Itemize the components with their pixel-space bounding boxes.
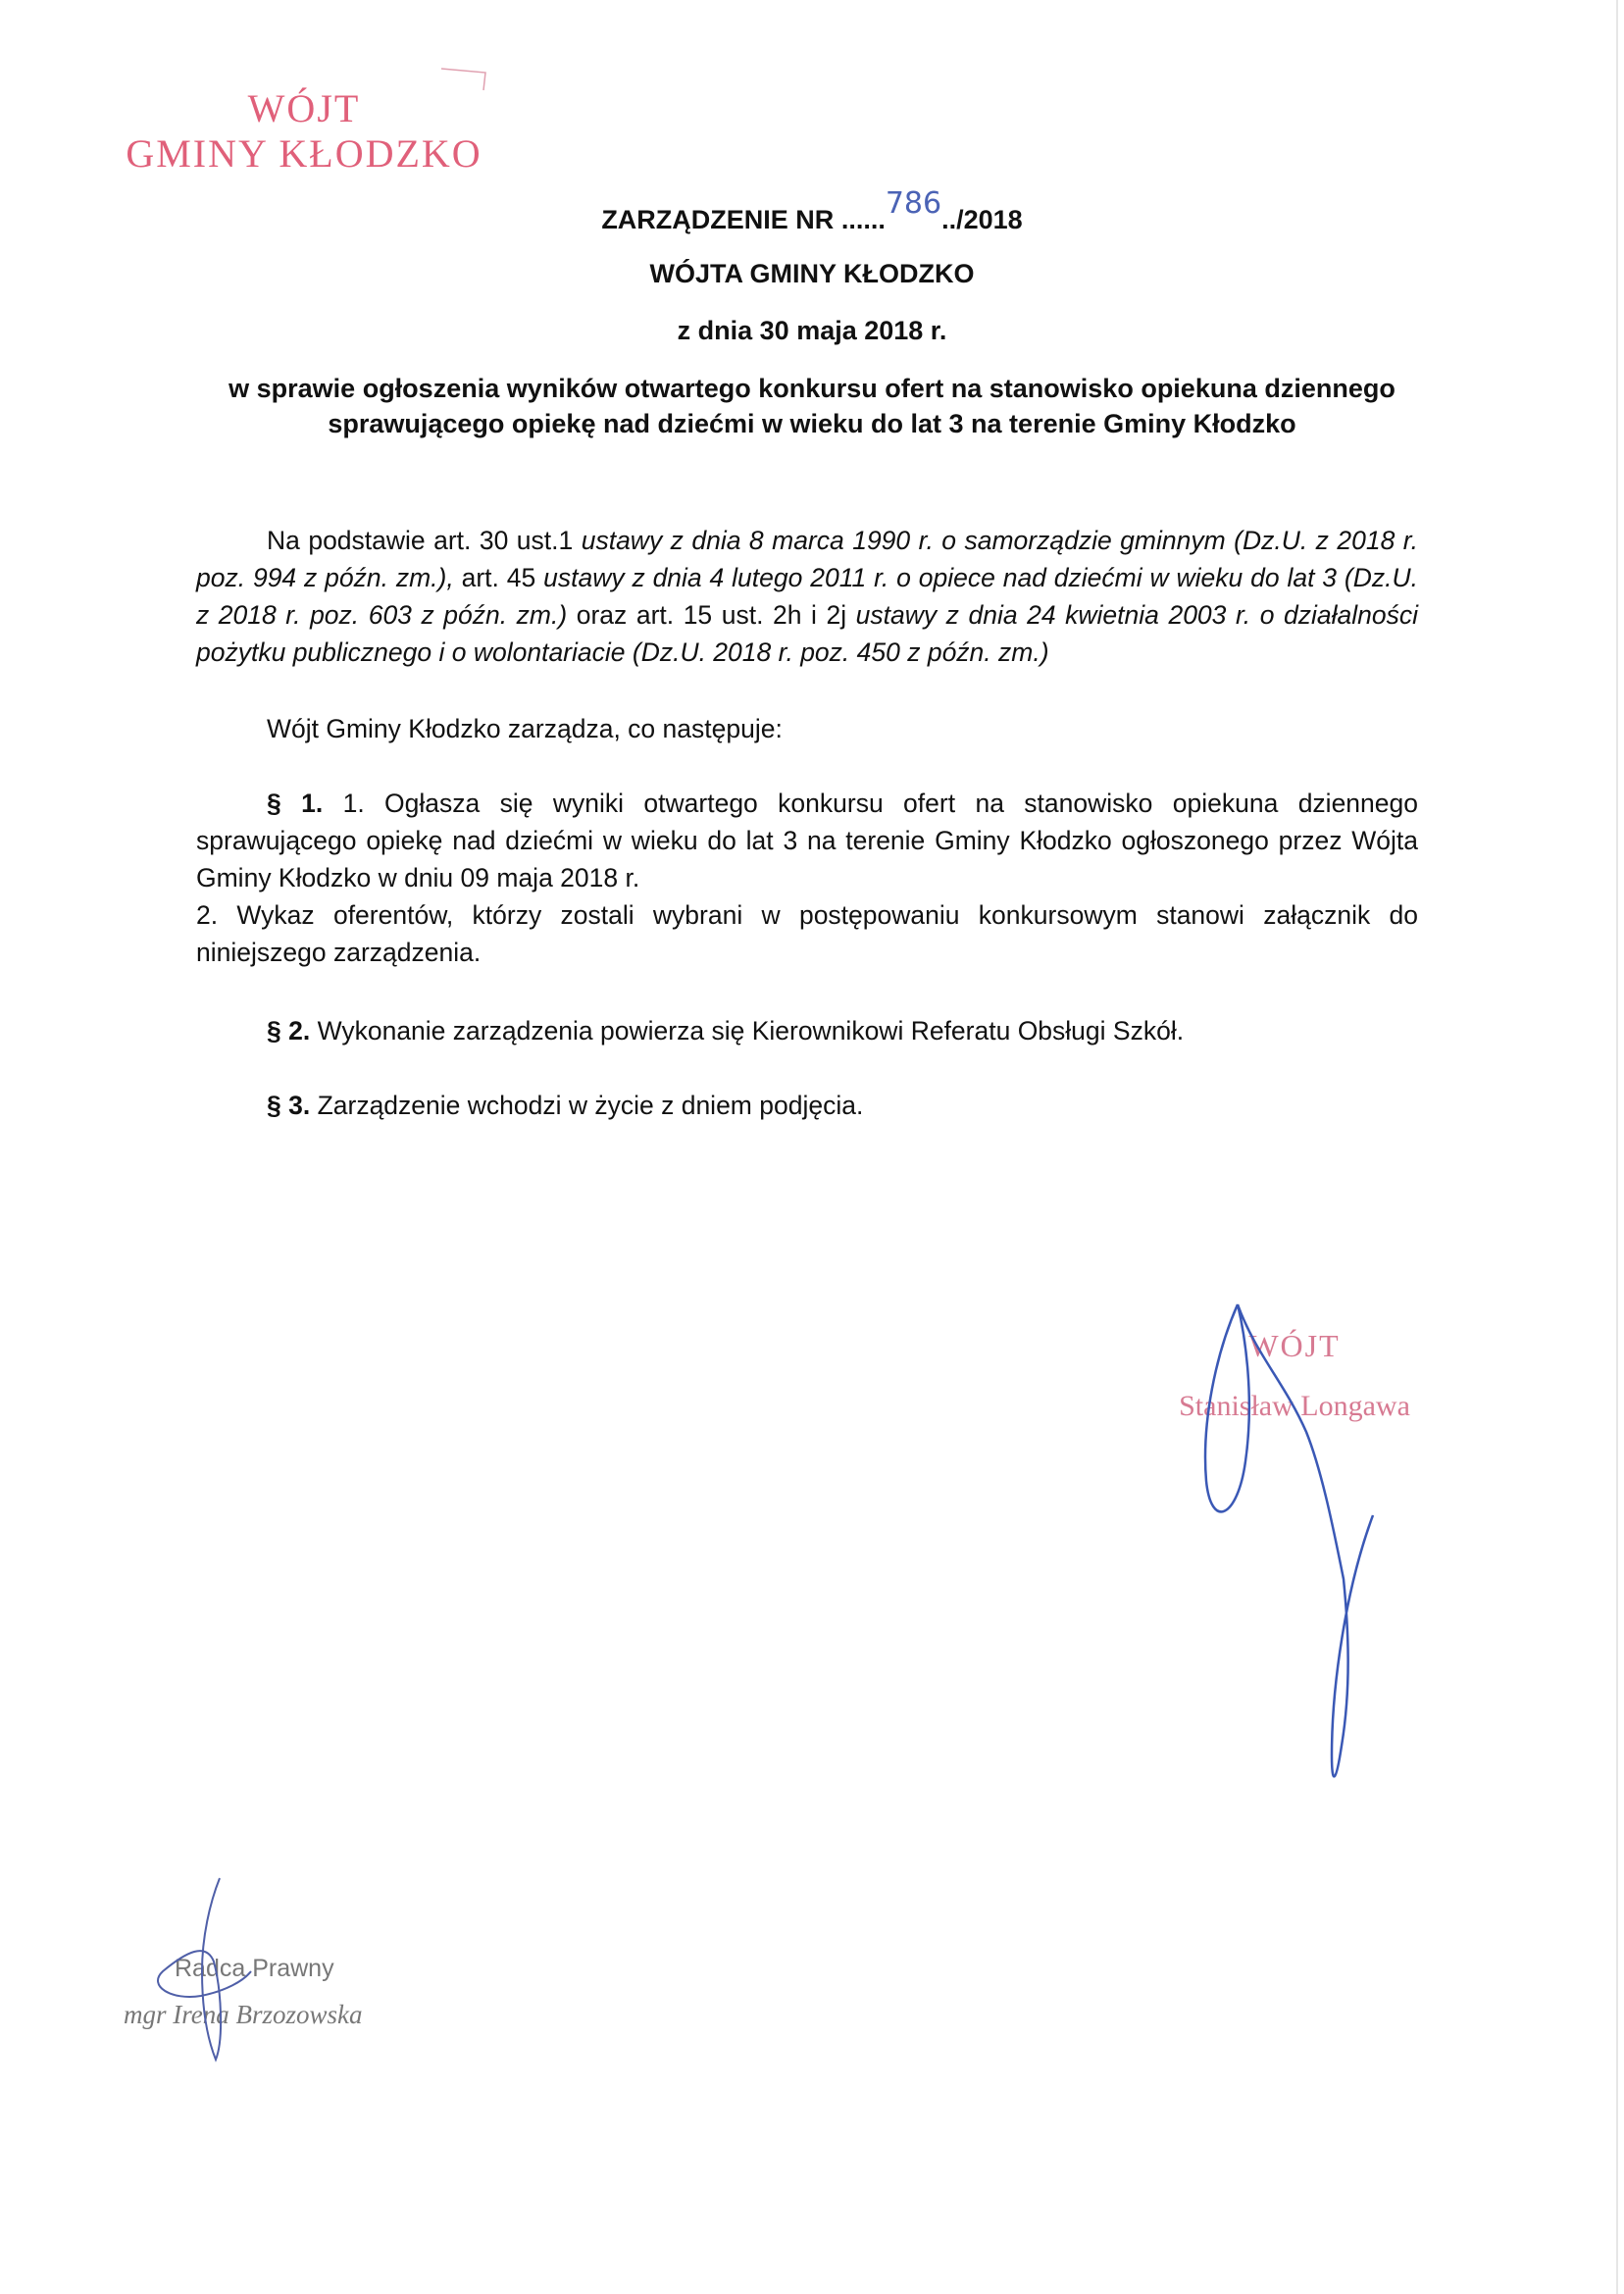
radca-stamp — [124, 1952, 447, 2034]
signature-stamp — [1147, 1326, 1442, 1426]
subject-line2: sprawującego opiekę nad dziećmi w wieku do lat 3 na terenie Gminy Kłodzko — [328, 409, 1296, 438]
basis-text-2: art. 45 — [453, 563, 544, 592]
signature-stamp-line2: Stanisław Longawa — [1179, 1390, 1410, 1422]
document-issuer: WÓJTA GMINY KŁODZKO — [649, 259, 975, 288]
section-1-point-2: 2. Wykaz oferentów, którzy zostali wybrani w postępowaniu konkursowym stanowi załącznik do niniejszego zarządzenia. — [196, 900, 1418, 967]
radca-stamp-line2: mgr Irena Brzozowska — [124, 2000, 363, 2029]
document-title: ZARZĄDZENIE NR ......786../2018 — [601, 186, 1023, 234]
section-3-paragraph — [267, 1087, 1395, 1124]
section-3-text: Zarządzenie wchodzi w życie z dniem podjęcia. — [310, 1091, 864, 1120]
document-subject — [0, 371, 1624, 441]
section-1-text: 1. Ogłasza się wyniki otwartego konkursu ofert na stanowisko opiekuna dziennego sprawującego opiekę nad dziećmi w wieku do lat 3 na terenie Gminy Kłodzko ogłoszonego przez Wójta Gminy Kłodzko w dniu 09 maja 2018 r. — [196, 789, 1418, 892]
section-2-label: § 2. — [267, 1016, 311, 1045]
subject-line1: w sprawie ogłoszenia wyników otwartego konkursu ofert na stanowisko opiekuna dziennego — [228, 374, 1396, 403]
section-3-label: § 3. — [267, 1091, 311, 1120]
radca-stamp-line1: Radca Prawny — [175, 1955, 334, 1982]
section-2-paragraph — [267, 1012, 1395, 1049]
basis-text-1: Na podstawie art. 30 ust.1 — [267, 526, 582, 555]
title-suffix: /2018 — [956, 205, 1023, 234]
section-1-paragraph — [196, 785, 1418, 896]
section-1-label: § 1. — [267, 789, 324, 818]
basis-italic-1: ustawy z dnia 8 marca 1990 r. o samorządzie gminnym (Dz.U. z 2018 r. poz. 994 z późn. zm.), — [196, 526, 1418, 592]
basis-italic-2: ustawy z dnia 4 lutego 2011 r. o opiece nad dziećmi w wieku do lat 3 (Dz.U. z 2018 r. poz. 603 z późn. zm.) — [196, 563, 1418, 630]
section-2-text: Wykonanie zarządzenia powierza się Kierownikowi Referatu Obsługi Szkół. — [310, 1016, 1185, 1045]
wojt-stamp-line2: GMINY KŁODZKO — [126, 131, 482, 176]
legal-basis-paragraph — [196, 522, 1418, 671]
wojt-stamp — [118, 86, 490, 177]
handwritten-number: 786 — [885, 186, 942, 221]
signature-stamp-line1: WÓJT — [1248, 1328, 1341, 1363]
wojt-stamp-line1: WÓJT — [247, 86, 361, 130]
document-date: z dnia 30 maja 2018 r. — [677, 316, 947, 345]
basis-italic-3: ustawy z dnia 24 kwietnia 2003 r. o działalności pożytku publicznego i o wolontariacie (Dz.U. 2018 r. poz. 450 z późn. zm.) — [196, 600, 1419, 667]
intro-paragraph: Wójt Gminy Kłodzko zarządza, co następuje: — [267, 714, 783, 743]
title-prefix: ZARZĄDZENIE NR — [601, 205, 841, 234]
basis-text-3: oraz art. 15 ust. 2h i 2j — [567, 600, 856, 630]
